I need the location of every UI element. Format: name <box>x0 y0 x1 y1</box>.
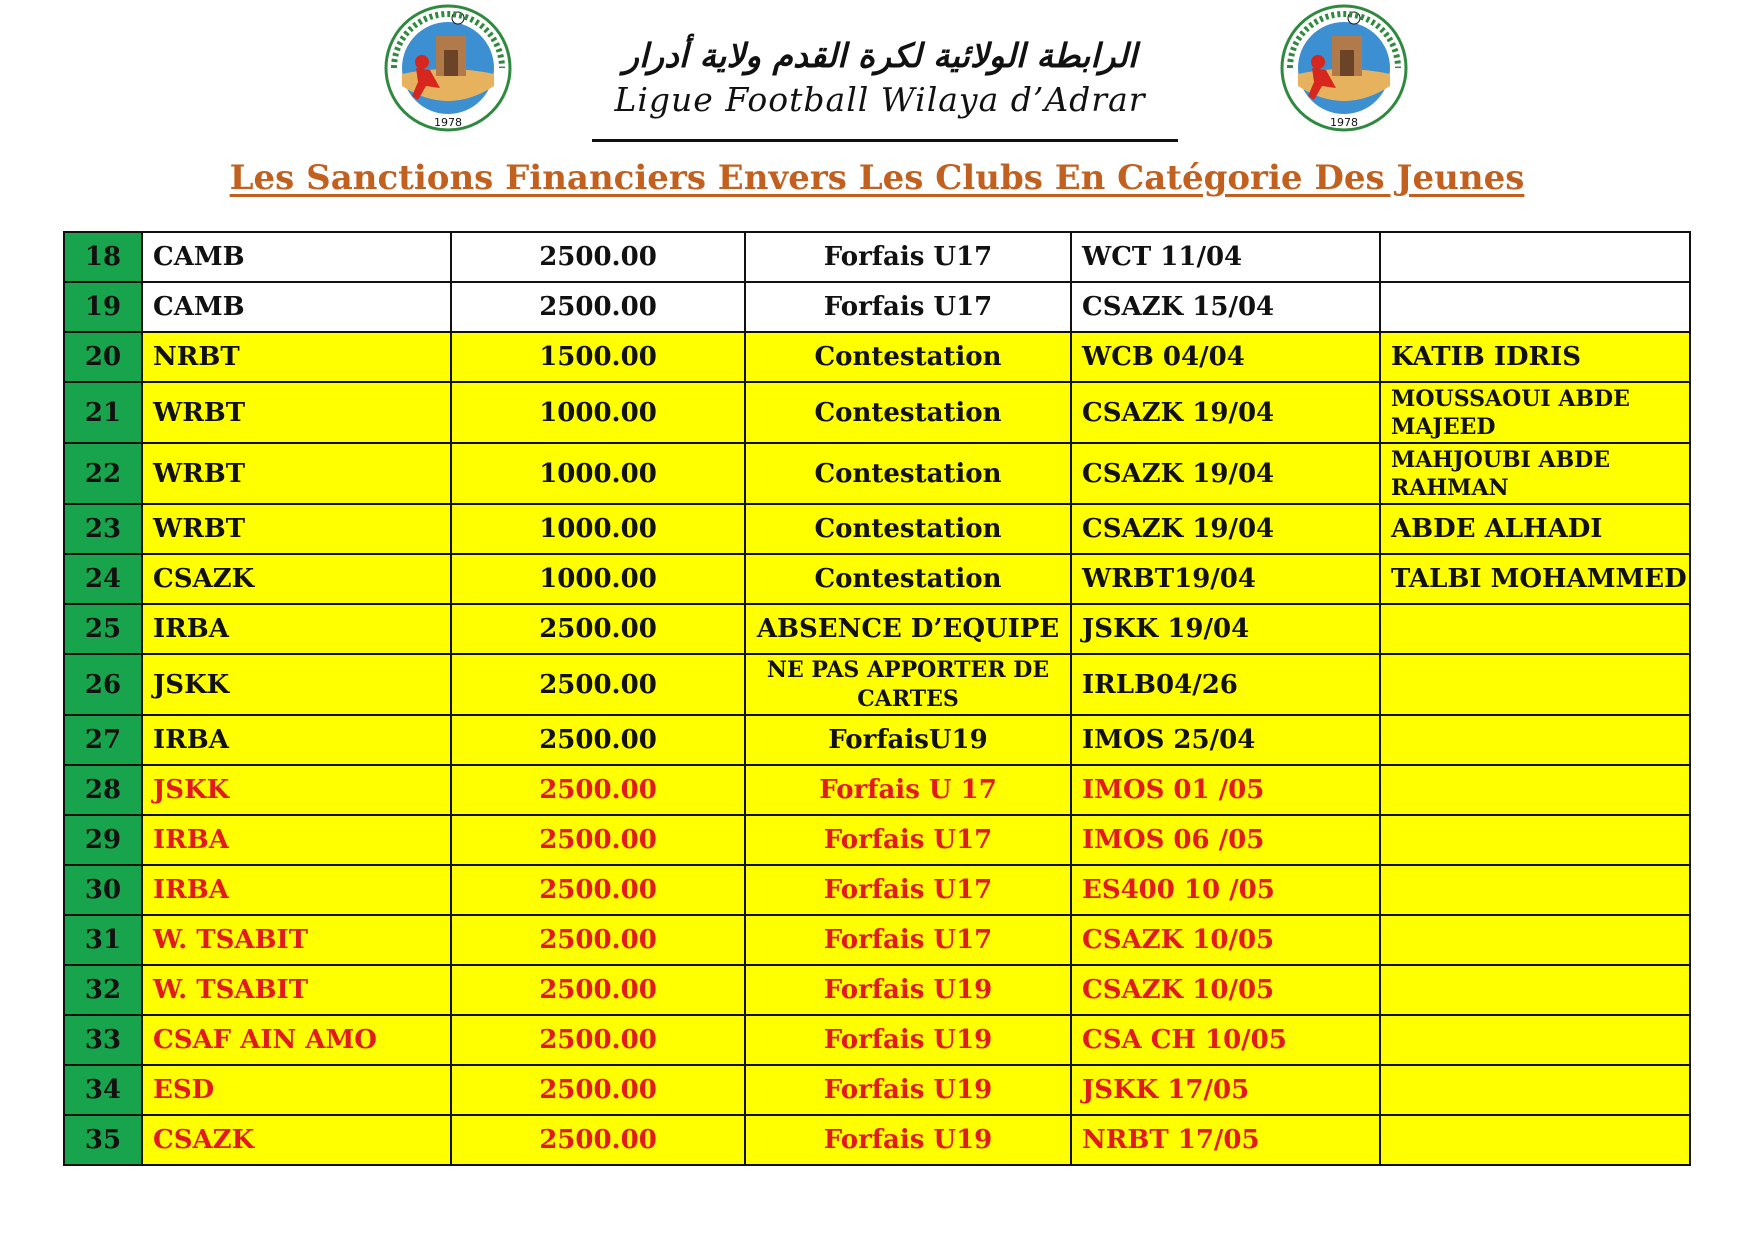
club-cell: CAMB <box>142 282 451 332</box>
table-row <box>64 604 1690 654</box>
player-cell <box>1380 865 1690 915</box>
row-number-cell: 26 <box>64 654 142 715</box>
match-cell: CSA CH 10/05 <box>1071 1015 1380 1065</box>
table-row <box>64 815 1690 865</box>
player-cell: MOUSSAOUI ABDE MAJEED <box>1380 382 1690 443</box>
match-cell: WRBT19/04 <box>1071 554 1380 604</box>
league-logo-left <box>378 4 518 132</box>
player-cell <box>1380 1065 1690 1115</box>
match-cell: NRBT 17/05 <box>1071 1115 1380 1165</box>
amount-cell: 2500.00 <box>451 232 745 282</box>
amount-cell: 2500.00 <box>451 282 745 332</box>
player-cell <box>1380 965 1690 1015</box>
club-cell: IRBA <box>142 815 451 865</box>
reason-cell: Forfais U19 <box>745 965 1071 1015</box>
reason-cell: Forfais U19 <box>745 1015 1071 1065</box>
amount-cell: 2500.00 <box>451 604 745 654</box>
match-cell: CSAZK 10/05 <box>1071 915 1380 965</box>
header-french-title: Ligue Football Wilaya d’Adrar <box>614 80 1146 119</box>
reason-cell: Forfais U17 <box>745 915 1071 965</box>
match-cell: ES400 10 /05 <box>1071 865 1380 915</box>
match-cell: CSAZK 15/04 <box>1071 282 1380 332</box>
player-cell <box>1380 1115 1690 1165</box>
reason-cell: Forfais U17 <box>745 232 1071 282</box>
player-cell <box>1380 815 1690 865</box>
table-row <box>64 282 1690 332</box>
table-row <box>64 715 1690 765</box>
amount-cell: 2500.00 <box>451 715 745 765</box>
table-row <box>64 1115 1690 1165</box>
table-row <box>64 443 1690 504</box>
match-cell: WCT 11/04 <box>1071 232 1380 282</box>
amount-cell: 2500.00 <box>451 1065 745 1115</box>
reason-cell: NE PAS APPORTER DE CARTES <box>745 654 1071 715</box>
row-number-cell: 23 <box>64 504 142 554</box>
club-cell: WRBT <box>142 443 451 504</box>
club-cell: NRBT <box>142 332 451 382</box>
row-number-cell: 34 <box>64 1065 142 1115</box>
header-divider <box>592 139 1178 142</box>
amount-cell: 2500.00 <box>451 765 745 815</box>
club-cell: IRBA <box>142 715 451 765</box>
match-cell: IMOS 01 /05 <box>1071 765 1380 815</box>
reason-cell: Forfais U 17 <box>745 765 1071 815</box>
amount-cell: 2500.00 <box>451 915 745 965</box>
player-cell <box>1380 232 1690 282</box>
match-cell: WCB 04/04 <box>1071 332 1380 382</box>
reason-cell: Contestation <box>745 554 1071 604</box>
table-row <box>64 232 1690 282</box>
table-row <box>64 865 1690 915</box>
match-cell: IMOS 25/04 <box>1071 715 1380 765</box>
match-cell: CSAZK 19/04 <box>1071 443 1380 504</box>
amount-cell: 1000.00 <box>451 554 745 604</box>
row-number-cell: 27 <box>64 715 142 765</box>
reason-cell: Forfais U19 <box>745 1115 1071 1165</box>
player-cell <box>1380 765 1690 815</box>
club-cell: ESD <box>142 1065 451 1115</box>
match-cell: CSAZK 19/04 <box>1071 382 1380 443</box>
reason-cell: ForfaisU19 <box>745 715 1071 765</box>
reason-cell: Forfais U19 <box>745 1065 1071 1115</box>
club-cell: IRBA <box>142 604 451 654</box>
amount-cell: 1000.00 <box>451 504 745 554</box>
row-number-cell: 31 <box>64 915 142 965</box>
club-cell: W. TSABIT <box>142 915 451 965</box>
club-cell: CAMB <box>142 232 451 282</box>
row-number-cell: 24 <box>64 554 142 604</box>
page-title-text: Les Sanctions Financiers Envers Les Clubs En Catégorie Des Jeunes <box>229 158 1525 198</box>
amount-cell: 2500.00 <box>451 965 745 1015</box>
row-number-cell: 21 <box>64 382 142 443</box>
club-cell: CSAZK <box>142 1115 451 1165</box>
table-row <box>64 915 1690 965</box>
table-row <box>64 382 1690 443</box>
player-cell <box>1380 604 1690 654</box>
row-number-cell: 29 <box>64 815 142 865</box>
reason-cell: Contestation <box>745 382 1071 443</box>
table-row <box>64 654 1690 715</box>
player-cell <box>1380 915 1690 965</box>
reason-cell: Forfais U17 <box>745 815 1071 865</box>
reason-cell: Forfais U17 <box>745 282 1071 332</box>
player-cell <box>1380 1015 1690 1065</box>
svg-text:1978: 1978 <box>434 116 462 129</box>
club-cell: JSKK <box>142 654 451 715</box>
amount-cell: 2500.00 <box>451 1115 745 1165</box>
table-row <box>64 965 1690 1015</box>
match-cell: IRLB04/26 <box>1071 654 1380 715</box>
club-cell: CSAF AIN AMO <box>142 1015 451 1065</box>
row-number-cell: 30 <box>64 865 142 915</box>
row-number-cell: 32 <box>64 965 142 1015</box>
reason-cell: ABSENCE D’EQUIPE <box>745 604 1071 654</box>
match-cell: CSAZK 10/05 <box>1071 965 1380 1015</box>
table-row <box>64 1065 1690 1115</box>
amount-cell: 2500.00 <box>451 865 745 915</box>
page-title <box>0 158 1754 198</box>
league-logo-right <box>1274 4 1414 132</box>
table-row <box>64 504 1690 554</box>
player-cell <box>1380 282 1690 332</box>
row-number-cell: 35 <box>64 1115 142 1165</box>
reason-cell: Contestation <box>745 504 1071 554</box>
player-cell <box>1380 715 1690 765</box>
amount-cell: 1000.00 <box>451 382 745 443</box>
match-cell: CSAZK 19/04 <box>1071 504 1380 554</box>
club-cell: JSKK <box>142 765 451 815</box>
row-number-cell: 18 <box>64 232 142 282</box>
amount-cell: 2500.00 <box>451 815 745 865</box>
player-cell: MAHJOUBI ABDE RAHMAN <box>1380 443 1690 504</box>
match-cell: IMOS 06 /05 <box>1071 815 1380 865</box>
reason-cell: Contestation <box>745 332 1071 382</box>
sanctions-table <box>63 231 1691 1166</box>
amount-cell: 1500.00 <box>451 332 745 382</box>
player-cell: KATIB IDRIS <box>1380 332 1690 382</box>
amount-cell: 2500.00 <box>451 1015 745 1065</box>
club-cell: WRBT <box>142 504 451 554</box>
player-cell <box>1380 654 1690 715</box>
amount-cell: 1000.00 <box>451 443 745 504</box>
match-cell: JSKK 19/04 <box>1071 604 1380 654</box>
table-row <box>64 332 1690 382</box>
amount-cell: 2500.00 <box>451 654 745 715</box>
row-number-cell: 19 <box>64 282 142 332</box>
header-arabic-title: الرابطة الولائية لكرة القدم ولاية أدرار <box>623 36 1137 75</box>
player-cell: ABDE ALHADI <box>1380 504 1690 554</box>
club-cell: W. TSABIT <box>142 965 451 1015</box>
row-number-cell: 28 <box>64 765 142 815</box>
reason-cell: Forfais U17 <box>745 865 1071 915</box>
sanctions-table-body <box>64 232 1690 1165</box>
row-number-cell: 33 <box>64 1015 142 1065</box>
table-row <box>64 1015 1690 1065</box>
reason-cell: Contestation <box>745 443 1071 504</box>
club-cell: CSAZK <box>142 554 451 604</box>
match-cell: JSKK 17/05 <box>1071 1065 1380 1115</box>
club-cell: IRBA <box>142 865 451 915</box>
player-cell: TALBI MOHAMMED <box>1380 554 1690 604</box>
row-number-cell: 25 <box>64 604 142 654</box>
svg-text:1978: 1978 <box>1330 116 1358 129</box>
club-cell: WRBT <box>142 382 451 443</box>
row-number-cell: 22 <box>64 443 142 504</box>
table-row <box>64 554 1690 604</box>
table-row <box>64 765 1690 815</box>
row-number-cell: 20 <box>64 332 142 382</box>
